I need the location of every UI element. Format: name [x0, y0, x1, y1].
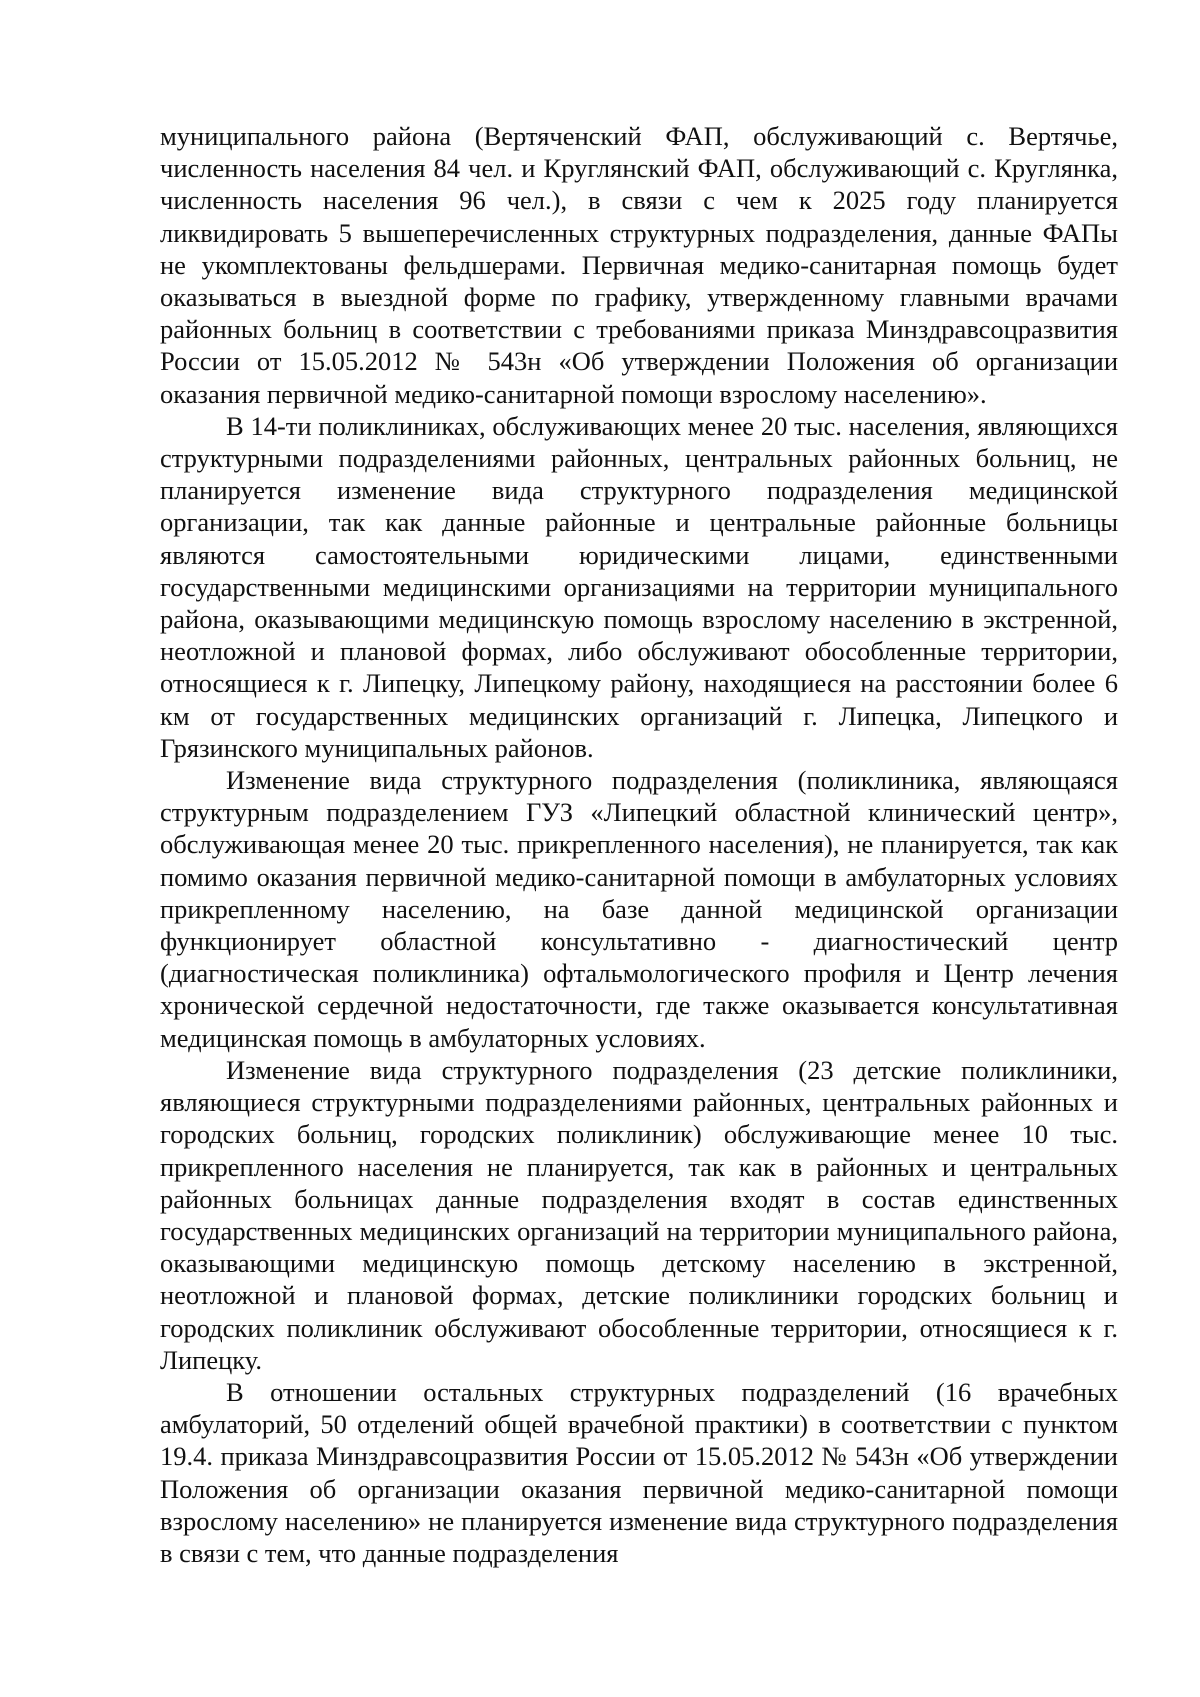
paragraph-children-polyclinics: Изменение вида структурного подразделения (23 детские поликлиники, являющиеся структурными подразделениями районных, центральных районных и городских больниц, городских поликлиник) обслуживающие менее 10 тыс. прикрепленного населения не планируется, так как в районных и центральных районных больницах данные подразделения входят в состав единственных государственных медицинских организаций на территории муниципального района, оказывающими медицинскую помощь детскому населению в экстренной, неотложной и плановой формах, детские поликлиники городских больниц и городских поликлиник обслуживают обособленные территории, относящиеся к г. Липецку.	[160, 1054, 1118, 1375]
paragraph-polyclinics-adult: В 14-ти поликлиниках, обслуживающих менее 20 тыс. населения, являющихся структурными подразделениями районных, центральных районных больниц, не планируется изменение вида структурного подразделения медицинской организации, так как данные районные и центральные районные больницы являются самостоятельными юридическими лицами, единственными государственными медицинскими организациями на территории муниципального района, оказывающими медицинскую помощь взрослому населению в экстренной, неотложной и плановой формах, либо обслуживают обособленные территории, относящиеся к г. Липецку, Липецкому району, находящиеся на расстоянии более 6 км от государственных медицинских организаций г. Липецка, Липецкого и Грязинского муниципальных районов.	[160, 410, 1118, 763]
paragraph-regional-clinical-center: Изменение вида структурного подразделения (поликлиника, являющаяся структурным подразделением ГУЗ «Липецкий областной клинический центр», обслуживающая менее 20 тыс. прикрепленного населения), не планируется, так как помимо оказания первичной медико-санитарной помощи в амбулаторных условиях прикрепленному населению, на базе данной медицинской организации функционирует областной консультативно - диагностический центр (диагностическая поликлиника) офтальмологического профиля и Центр лечения хронической сердечной недостаточности, где также оказывается консультативная медицинская помощь в амбулаторных условиях.	[160, 765, 1118, 1053]
paragraph-continuation: муниципального района (Вертяченский ФАП, обслуживающий с. Вертячье, численность населения 84 чел. и Круглянский ФАП, обслуживающий с. Круглянка, численность населения 96 чел.), в связи с чем к 2025 году планируется ликвидировать 5 вышеперечисленных структурных подразделения, данные ФАПы не укомплектованы фельдшерами. Первичная медико-санитарная помощь будет оказываться в выездной форме по графику, утвержденному главными врачами районных больниц в соответствии с требованиями приказа Минздравсоцразвития России от 15.05.2012 № 543н «Об утверждении Положения об организации оказания первичной медико-санитарной помощи взрослому населению».	[160, 121, 1118, 409]
document-body	[160, 120, 1118, 1569]
paragraph-other-subdivisions: В отношении остальных структурных подразделений (16 врачебных амбулаторий, 50 отделений общей врачебной практики) в соответствии с пунктом 19.4. приказа Минздравсоцразвития России от 15.05.2012 № 543н «Об утверждении Положения об организации оказания первичной медико-санитарной помощи взрослому населению» не планируется изменение вида структурного подразделения в связи с тем, что данные подразделения	[160, 1376, 1118, 1568]
